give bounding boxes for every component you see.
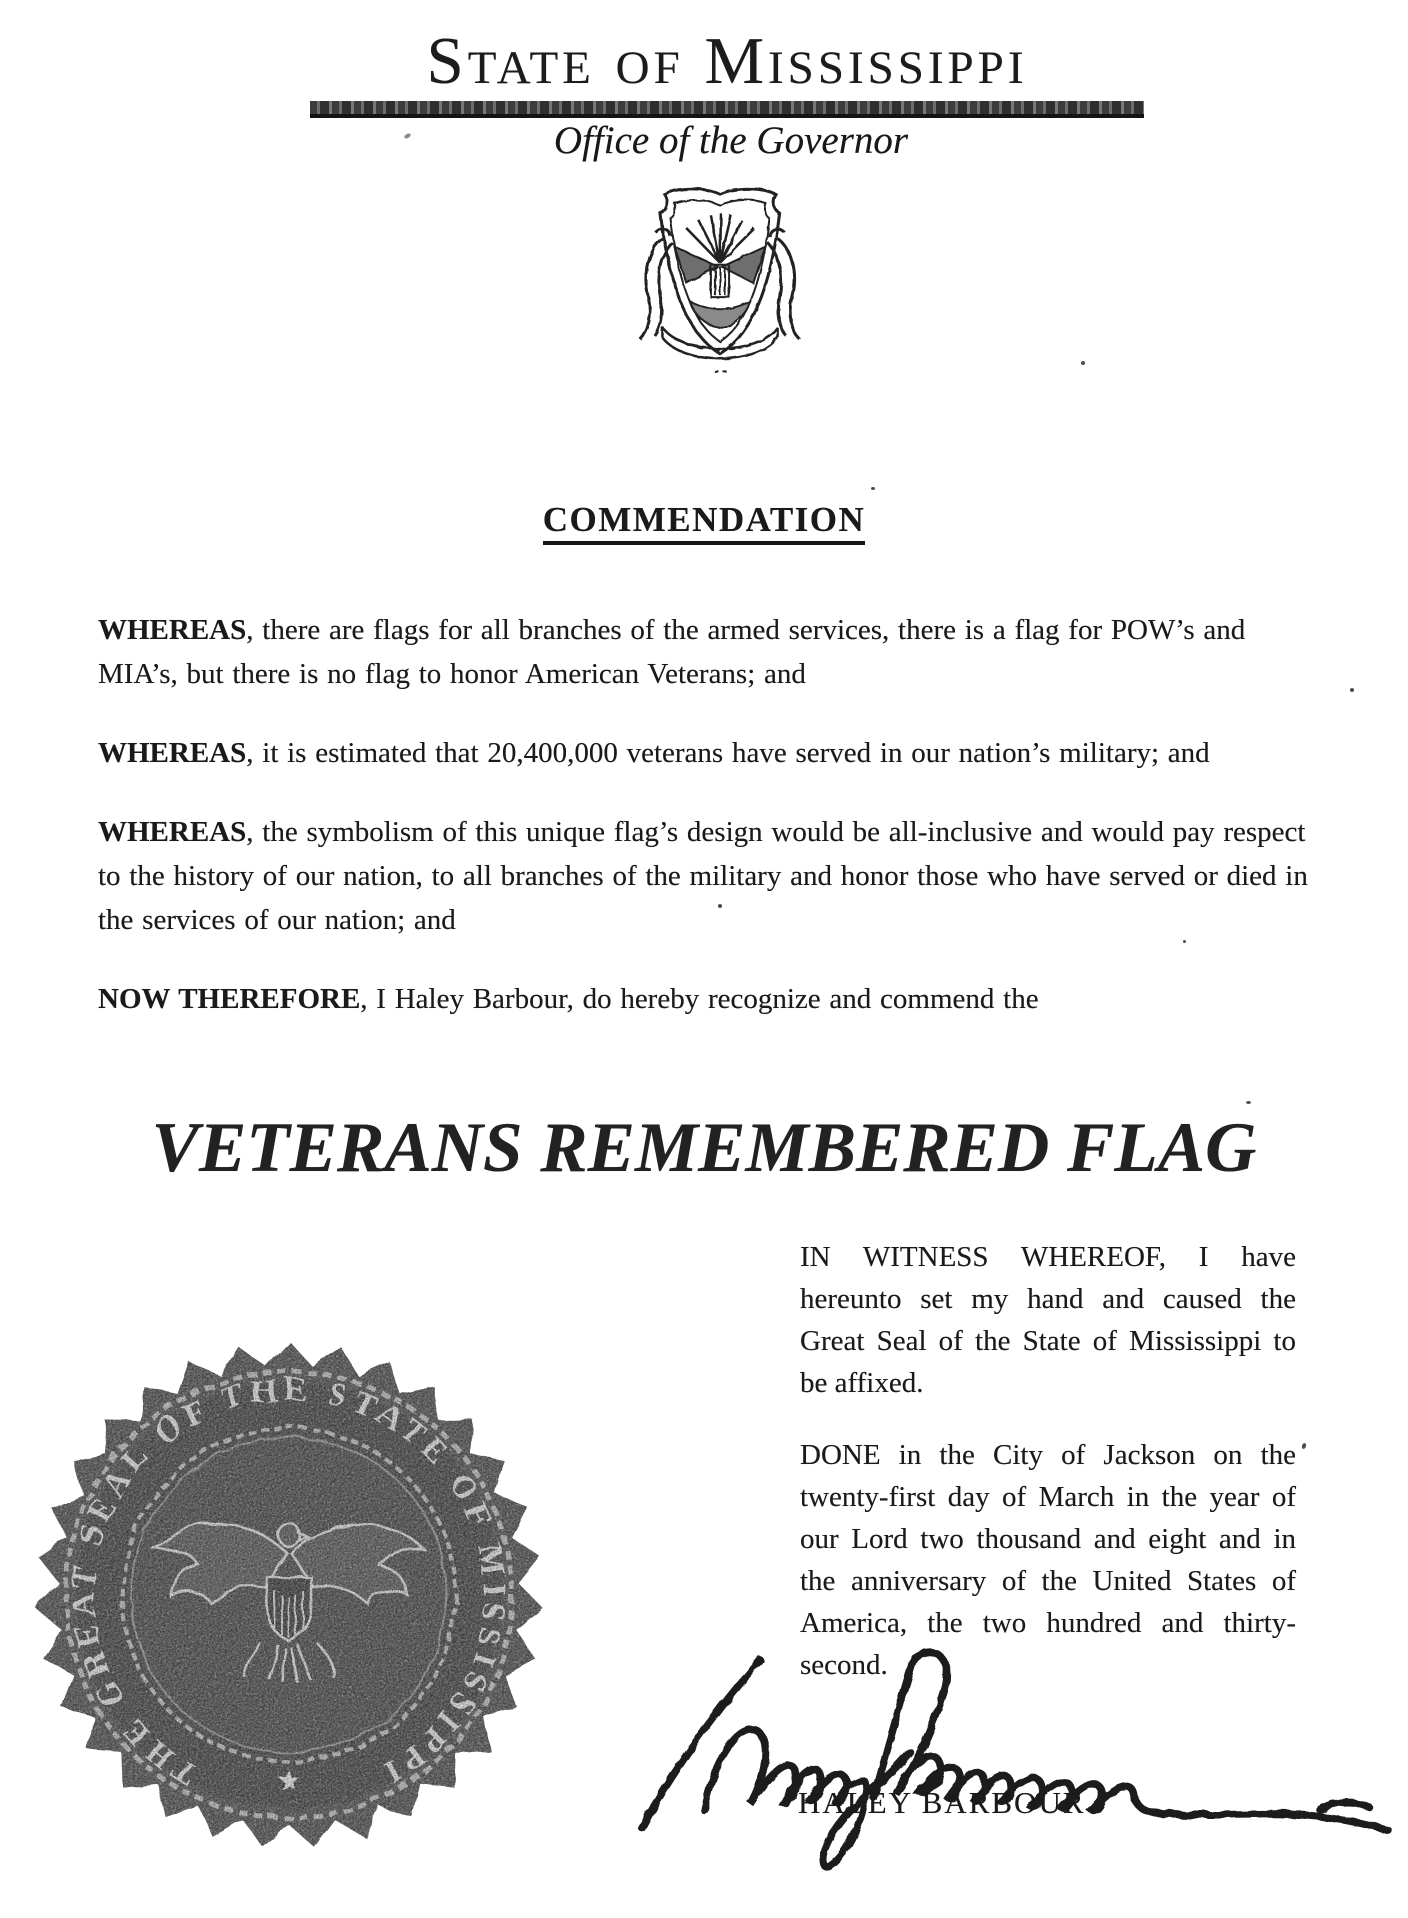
scan-speck <box>1301 1442 1307 1449</box>
scan-speck <box>871 487 875 490</box>
governor-crest-icon <box>634 184 806 386</box>
whereas-paragraph-1: WHEREAS, there are flags for all branches of the armed services, there is a flag for POW’s and MIA’s, but there is no flag to honor American Veterans; and <box>98 614 1246 690</box>
office-subtitle: Office of the Governor <box>553 119 909 162</box>
whereas-paragraph-2: WHEREAS, it is estimated that 20,400,000 veterans have served in our nation’s military; and <box>98 737 1210 769</box>
great-seal-stamp <box>30 1336 548 1854</box>
now-therefore-paragraph: NOW THEREFORE, I Haley Barbour, do hereby recognize and commend the <box>98 983 1039 1015</box>
commendation-heading: COMMENDATION <box>543 500 866 545</box>
scan-speck <box>1183 940 1186 943</box>
scan-speck <box>1350 688 1354 692</box>
scan-speck <box>718 904 722 908</box>
witness-paragraph: IN WITNESS WHEREOF, I have hereunto set my hand and caused the Great Seal of the State of Mississippi to be affixed. <box>800 1241 1296 1399</box>
done-paragraph: DONE in the City of Jackson on the twenty-first day of March in the year of our Lord two thousand and eight and in the anniversary of the United States of America, the two hundred and thirty-second. <box>800 1439 1296 1681</box>
scan-speck <box>1081 361 1085 365</box>
header-rule <box>310 101 1144 118</box>
signer-name: HALEY BARBOUR <box>798 1785 1086 1820</box>
whereas-paragraph-3: WHEREAS, the symbolism of this unique flag’s design would be all-inclusive and would pay respect to the history of our nation, to all branches of the military and honor those who have served or died in the services of our nation; and <box>98 816 1308 936</box>
state-title: State of Mississippi <box>426 24 1028 98</box>
flag-title: VETERANS REMEMBERED FLAG <box>151 1109 1257 1187</box>
scan-speck <box>1246 1101 1251 1104</box>
body-text <box>98 608 1316 1056</box>
signature-autograph <box>608 1628 1408 1908</box>
